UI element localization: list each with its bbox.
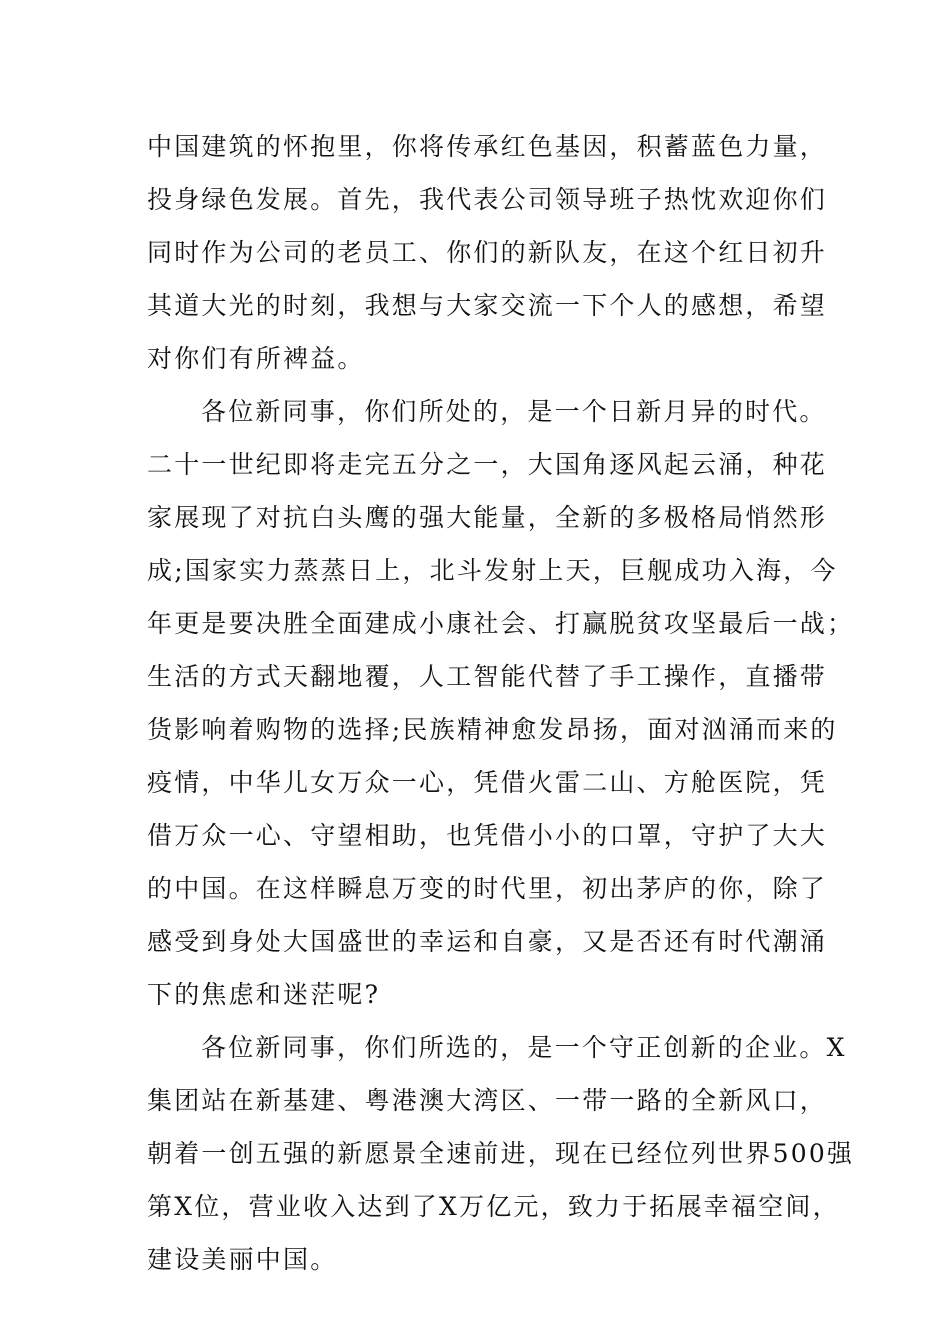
- text-line: 年更是要决胜全面建成小康社会、打赢脱贫攻坚最后一战；: [147, 609, 855, 638]
- text-line: 二十一世纪即将走完五分之一，大国角逐风起云涌，种花: [147, 450, 828, 479]
- text-line: 成;国家实力蒸蒸日上，北斗发射上天，巨舰成功入海，今: [147, 556, 838, 585]
- text-line: 疫情，中华儿女万众一心，凭借火雷二山、方舱医院，凭: [147, 768, 828, 797]
- text-line: 集团站在新基建、粤港澳大湾区、一带一路的全新风口，: [147, 1086, 828, 1115]
- text-line: 家展现了对抗白头鹰的强大能量，全新的多极格局悄然形: [147, 503, 828, 532]
- text-line: 朝着一创五强的新愿景全速前进，现在已经位列世界500强: [147, 1139, 855, 1168]
- document-body: [147, 120, 855, 1286]
- paragraph-2: [147, 385, 855, 1021]
- text-line: 各位新同事，你们所处的，是一个日新月异的时代。: [201, 397, 827, 426]
- paragraph-1: [147, 120, 828, 385]
- text-line: 建设美丽中国。: [147, 1245, 338, 1274]
- paragraph-3: [147, 1021, 855, 1286]
- text-line: 投身绿色发展。首先，我代表公司领导班子热忱欢迎你们: [147, 185, 828, 214]
- text-line: 对你们有所裨益。: [147, 344, 365, 373]
- text-line: 其道大光的时刻，我想与大家交流一下个人的感想，希望: [147, 291, 828, 320]
- text-line: 感受到身处大国盛世的幸运和自豪，又是否还有时代潮涌: [147, 927, 828, 956]
- text-line: 的中国。在这样瞬息万变的时代里，初出茅庐的你，除了: [147, 874, 828, 903]
- text-line: 生活的方式天翻地覆，人工智能代替了手工操作，直播带: [147, 662, 828, 691]
- text-line: 各位新同事，你们所选的，是一个守正创新的企业。X: [201, 1033, 847, 1062]
- text-line: 同时作为公司的老员工、你们的新队友，在这个红日初升: [147, 238, 828, 267]
- text-line: 下的焦虑和迷茫呢?: [147, 980, 381, 1009]
- text-line: 借万众一心、守望相助，也凭借小小的口罩，守护了大大: [147, 821, 828, 850]
- text-line: 第X位，营业收入达到了X万亿元，致力于拓展幸福空间，: [147, 1192, 840, 1221]
- text-line: 中国建筑的怀抱里，你将传承红色基因，积蓄蓝色力量，: [147, 132, 828, 161]
- text-line: 货影响着购物的选择;民族精神愈发昂扬，面对汹涌而来的: [147, 715, 838, 744]
